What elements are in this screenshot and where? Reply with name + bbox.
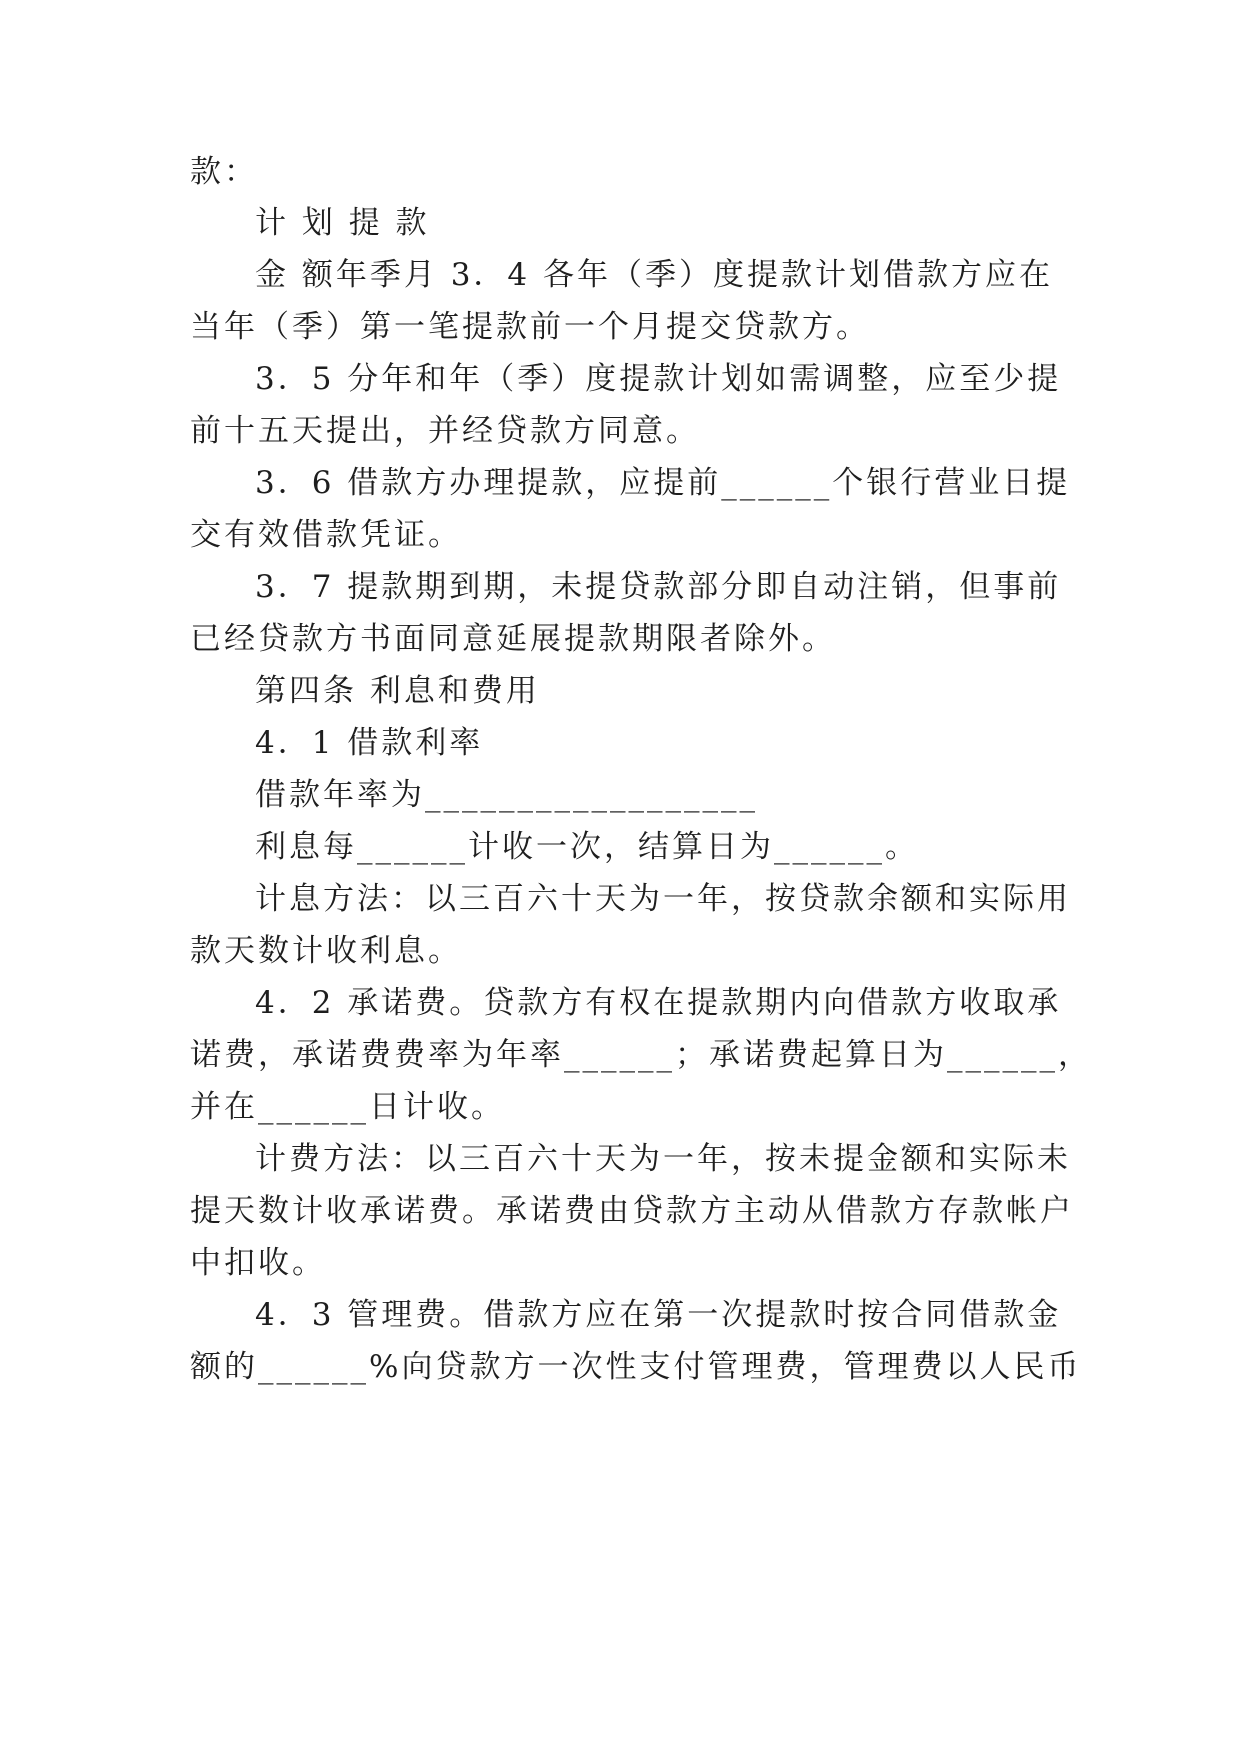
text-line: 3．6 借款方办理提款，应提前______个银行营业日提 xyxy=(255,465,1071,501)
article-heading: 第四条 利息和费用 xyxy=(255,673,540,709)
text-line: 提天数计收承诺费。承诺费由贷款方主动从借款方存款帐户 xyxy=(190,1193,1074,1229)
text-line: 当年（季）第一笔提款前一个月提交贷款方。 xyxy=(190,309,870,345)
text-line: 额的______%向贷款方一次性支付管理费，管理费以人民币 xyxy=(190,1349,1082,1385)
text-line: 并在______日计收。 xyxy=(190,1089,505,1125)
text-line: 金 额年季月 3．4 各年（季）度提款计划借款方应在 xyxy=(255,257,1054,293)
text-line: 款天数计收利息。 xyxy=(190,933,462,969)
text-line: 利息每______计收一次，结算日为______。 xyxy=(255,829,919,865)
text-line: 3．5 分年和年（季）度提款计划如需调整，应至少提 xyxy=(255,361,1062,397)
text-line: 已经贷款方书面同意延展提款期限者除外。 xyxy=(190,621,836,657)
text-line: 款： xyxy=(190,154,258,190)
text-line: 计息方法：以三百六十天为一年，按贷款余额和实际用 xyxy=(255,881,1071,917)
clause-heading: 4．1 借款利率 xyxy=(255,725,484,761)
text-line: 借款年率为__________________ xyxy=(255,777,758,813)
text-line: 交有效借款凭证。 xyxy=(190,517,462,553)
text-line: 4．3 管理费。借款方应在第一次提款时按合同借款金 xyxy=(255,1297,1062,1333)
text-line: 诺费，承诺费费率为年率______；承诺费起算日为______， xyxy=(190,1037,1092,1073)
text-line: 中扣收。 xyxy=(190,1245,326,1281)
text-line: 计费方法：以三百六十天为一年，按未提金额和实际未 xyxy=(255,1141,1071,1177)
text-line: 4．2 承诺费。贷款方有权在提款期内向借款方收取承 xyxy=(255,985,1062,1021)
text-line: 3．7 提款期到期，未提贷款部分即自动注销，但事前 xyxy=(255,569,1062,605)
text-line: 前十五天提出，并经贷款方同意。 xyxy=(190,413,700,449)
section-heading: 计 划 提 款 xyxy=(255,205,430,241)
